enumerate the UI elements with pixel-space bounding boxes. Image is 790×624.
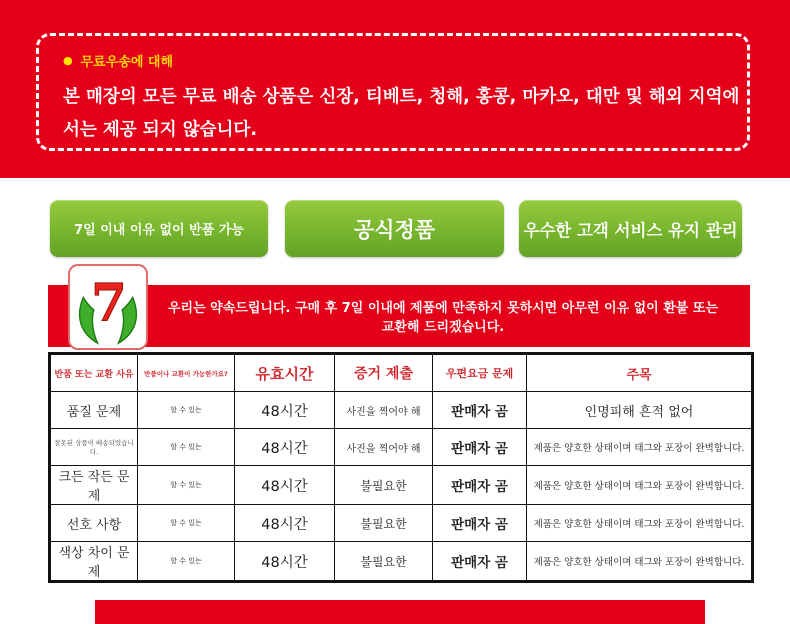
promise-banner-text: 우리는 약속드립니다. 구매 후 7일 이내에 제품에 만족하지 못하시면 아무런 이유 없이 환불 또는 교환해 드리겠습니다. bbox=[167, 301, 719, 335]
table-row bbox=[50, 392, 753, 429]
table-cell: 판매자 곰 bbox=[433, 542, 527, 582]
table-cell: 제품은 양호한 상태이며 태그와 포장이 완벽합니다. bbox=[527, 466, 753, 505]
table-cell: 인명피해 흔적 없어 bbox=[527, 392, 753, 429]
free-shipping-hero bbox=[0, 0, 790, 178]
table-cell: 불필요한 bbox=[335, 542, 433, 582]
return-guarantee-button[interactable]: 7일 이내 이유 없이 반품 가능 bbox=[50, 200, 268, 257]
table-cell: 크든 작든 문제 bbox=[50, 466, 138, 505]
table-cell: 선호 사항 bbox=[50, 505, 138, 542]
promise-banner bbox=[48, 285, 750, 347]
table-row bbox=[50, 466, 753, 505]
free-shipping-heading bbox=[63, 51, 723, 70]
bullet-icon: ● bbox=[63, 54, 73, 67]
return-policy-table bbox=[48, 352, 754, 583]
return-policy-table-wrap bbox=[48, 352, 751, 583]
policy-table-body bbox=[50, 392, 753, 582]
table-cell: 48시간 bbox=[235, 392, 335, 429]
table-cell: 판매자 곰 bbox=[433, 505, 527, 542]
table-cell: 불필요한 bbox=[335, 505, 433, 542]
table-cell: 48시간 bbox=[235, 542, 335, 582]
free-shipping-notice-box bbox=[36, 33, 750, 151]
table-cell: 48시간 bbox=[235, 505, 335, 542]
table-cell: 불필요한 bbox=[335, 466, 433, 505]
table-cell: 할 수 있는 bbox=[138, 542, 235, 582]
footer-red-bar bbox=[95, 600, 705, 624]
table-cell: 48시간 bbox=[235, 466, 335, 505]
table-cell: 판매자 곰 bbox=[433, 392, 527, 429]
table-cell: 판매자 곰 bbox=[433, 466, 527, 505]
table-cell: 할 수 있는 bbox=[138, 505, 235, 542]
badge-number-text: 7 bbox=[91, 273, 127, 334]
column-header: 주목 bbox=[527, 354, 753, 392]
column-header: 우편요금 문제 bbox=[433, 354, 527, 392]
table-row bbox=[50, 429, 753, 466]
column-header: 증거 제출 bbox=[335, 354, 433, 392]
customer-service-button[interactable]: 우수한 고객 서비스 유지 관리 bbox=[519, 200, 742, 257]
table-cell: 48시간 bbox=[235, 429, 335, 466]
hands-holding-seven-icon bbox=[70, 266, 146, 348]
table-cell: 할 수 있는 bbox=[138, 429, 235, 466]
column-header: 반품이나 교환이 가능한가요? bbox=[138, 354, 235, 392]
table-row bbox=[50, 505, 753, 542]
table-cell: 제품은 양호한 상태이며 태그와 포장이 완벽합니다. bbox=[527, 429, 753, 466]
table-cell: 판매자 곰 bbox=[433, 429, 527, 466]
table-row bbox=[50, 542, 753, 582]
table-cell: 사진을 찍어야 해 bbox=[335, 429, 433, 466]
table-cell: 할 수 있는 bbox=[138, 392, 235, 429]
table-cell: 제품은 양호한 상태이며 태그와 포장이 완벽합니다. bbox=[527, 542, 753, 582]
table-cell: 잘못된 상품이 배송되었습니다. bbox=[50, 429, 138, 466]
table-cell: 품질 문제 bbox=[50, 392, 138, 429]
column-header: 반품 또는 교환 사유 bbox=[50, 354, 138, 392]
seven-day-badge bbox=[68, 264, 148, 350]
table-cell: 색상 차이 문제 bbox=[50, 542, 138, 582]
table-cell: 사진을 찍어야 해 bbox=[335, 392, 433, 429]
column-header: 유효시간 bbox=[235, 354, 335, 392]
table-cell: 제품은 양호한 상태이며 태그와 포장이 완벽합니다. bbox=[527, 505, 753, 542]
free-shipping-body-text: 본 매장의 모든 무료 배송 상품은 신장, 티베트, 청해, 홍콩, 마카오, 대만 및 해외 지역에서는 제공 되지 않습니다. bbox=[63, 87, 740, 140]
table-header-row bbox=[50, 354, 753, 392]
official-product-button[interactable]: 공식정품 bbox=[285, 200, 504, 257]
table-cell: 할 수 있는 bbox=[138, 466, 235, 505]
free-shipping-heading-label: 무료우송에 대해 bbox=[80, 55, 174, 70]
